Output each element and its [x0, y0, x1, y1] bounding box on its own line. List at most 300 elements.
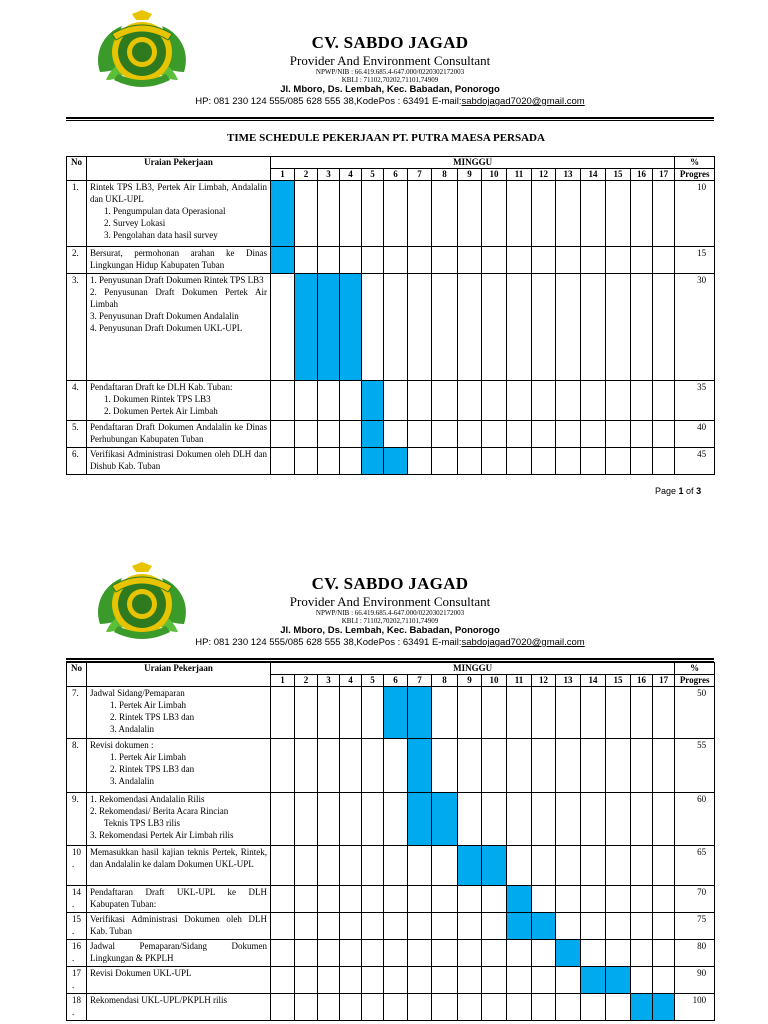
week-number-2: 2	[295, 169, 318, 181]
week-number-7: 7	[408, 675, 432, 687]
task-line: Bersurat, permohonan arahan ke Dinas Lingkungan Hidup Kabupaten Tuban	[90, 248, 267, 270]
week-cell-5	[362, 886, 384, 913]
task-line: Teknis TPS LB3 rilis	[104, 818, 180, 828]
week-cell-12	[532, 886, 556, 913]
week-cell-6	[384, 181, 408, 247]
table-row	[67, 886, 715, 913]
task-line: 2. Rintek TPS LB3 dan	[110, 764, 195, 774]
week-cell-10	[482, 793, 507, 846]
row-number: 14 .	[67, 886, 87, 913]
week-cell-11	[507, 181, 532, 247]
header-rule	[66, 117, 714, 121]
week-cell-5	[362, 846, 384, 886]
week-cell-1	[271, 739, 295, 793]
week-cell-3	[318, 886, 340, 913]
week-cell-9	[458, 448, 482, 475]
task-description	[87, 886, 271, 913]
week-cell-9	[458, 994, 482, 1021]
task-line: 1. Pengumpulan data Operasional	[104, 206, 226, 216]
week-cell-4	[340, 687, 362, 739]
week-number-16: 16	[631, 675, 653, 687]
week-cell-4	[340, 739, 362, 793]
week-number-10: 10	[482, 169, 507, 181]
row-number: 17 .	[67, 967, 87, 994]
task-line: 1. Penyusunan Draft Dokumen Rintek TPS LB3	[90, 275, 264, 285]
task-line: 3. Pengolahan data hasil survey	[104, 230, 218, 240]
week-number-14: 14	[581, 169, 606, 181]
schedule-bar-week-5	[362, 381, 384, 421]
week-cell-10	[482, 421, 507, 448]
col-pct-header: %	[675, 157, 715, 169]
table-row	[67, 994, 715, 1021]
week-cell-2	[295, 913, 318, 940]
schedule-body-page-2	[67, 687, 715, 1021]
week-cell-16	[631, 421, 653, 448]
week-cell-10	[482, 886, 507, 913]
week-cell-4	[340, 913, 362, 940]
week-number-9: 9	[458, 675, 482, 687]
week-cell-10	[482, 940, 507, 967]
week-cell-16	[631, 448, 653, 475]
week-cell-15	[606, 739, 631, 793]
week-number-12: 12	[532, 675, 556, 687]
week-cell-10	[482, 994, 507, 1021]
email-link[interactable]: sabdojagad7020@gmail.com	[461, 96, 585, 107]
week-cell-16	[631, 886, 653, 913]
week-cell-14	[581, 793, 606, 846]
week-cell-15	[606, 181, 631, 247]
task-line: Verifikasi Administrasi Dokumen oleh DLH dan Dishub Kab. Tuban	[90, 449, 267, 471]
week-cell-7	[408, 448, 432, 475]
week-cell-14	[581, 913, 606, 940]
week-cell-2	[295, 421, 318, 448]
progress-percent: 15	[675, 247, 715, 274]
week-cell-15	[606, 886, 631, 913]
week-cell-17	[653, 421, 675, 448]
week-number-3: 3	[318, 169, 340, 181]
schedule-bar-week-17	[653, 994, 675, 1021]
col-task-header: Uraian Pekerjaan	[87, 157, 271, 181]
task-line: 1. Rekomendasi Andalalin Rilis	[90, 794, 205, 804]
task-description	[87, 247, 271, 274]
week-cell-1	[271, 687, 295, 739]
letterhead	[190, 33, 590, 108]
week-cell-13	[556, 687, 581, 739]
week-cell-13	[556, 994, 581, 1021]
week-cell-13	[556, 886, 581, 913]
schedule-bar-week-16	[631, 994, 653, 1021]
week-cell-9	[458, 967, 482, 994]
week-cell-12	[532, 967, 556, 994]
progress-percent: 75	[675, 913, 715, 940]
task-line: 2. Survey Lokasi	[104, 218, 166, 228]
week-cell-7	[408, 913, 432, 940]
week-cell-9	[458, 793, 482, 846]
company-name: CV. SABDO JAGAD	[311, 33, 469, 52]
schedule-bar-week-2	[295, 274, 318, 381]
week-cell-7	[408, 940, 432, 967]
week-cell-6	[384, 421, 408, 448]
week-cell-3	[318, 967, 340, 994]
week-cell-13	[556, 381, 581, 421]
week-cell-9	[458, 381, 482, 421]
week-cell-15	[606, 247, 631, 274]
week-cell-16	[631, 913, 653, 940]
week-cell-4	[340, 181, 362, 247]
col-pct-header: %	[675, 663, 715, 675]
week-cell-1	[271, 421, 295, 448]
week-cell-2	[295, 181, 318, 247]
schedule-bar-week-12	[532, 913, 556, 940]
schedule-bar-week-5	[362, 448, 384, 475]
week-cell-7	[408, 994, 432, 1021]
week-cell-10	[482, 247, 507, 274]
week-cell-1	[271, 448, 295, 475]
week-cell-3	[318, 687, 340, 739]
week-cell-13	[556, 967, 581, 994]
week-cell-16	[631, 793, 653, 846]
schedule-bar-week-3	[318, 274, 340, 381]
week-cell-12	[532, 793, 556, 846]
week-cell-5	[362, 247, 384, 274]
week-cell-14	[581, 181, 606, 247]
week-cell-17	[653, 247, 675, 274]
week-cell-14	[581, 274, 606, 381]
week-cell-13	[556, 846, 581, 886]
col-weeks-header: MINGGU	[271, 663, 675, 675]
week-cell-12	[532, 274, 556, 381]
page-footer	[655, 486, 701, 496]
schedule-bar-week-1	[271, 181, 295, 247]
week-cell-7	[408, 846, 432, 886]
row-number: 3.	[67, 274, 87, 381]
task-line: 4. Penyusunan Draft Dokumen UKL-UPL	[90, 323, 243, 333]
row-number: 16 .	[67, 940, 87, 967]
company-kbli: KBLI : 71102,70202,71101,74909	[341, 617, 439, 625]
progress-percent: 70	[675, 886, 715, 913]
task-description	[87, 913, 271, 940]
week-number-7: 7	[408, 169, 432, 181]
footer-page: 1	[678, 486, 684, 496]
task-line: 3. Andalalin	[110, 776, 154, 786]
week-cell-7	[408, 381, 432, 421]
table-row	[67, 793, 715, 846]
company-contact	[190, 637, 590, 649]
week-cell-11	[507, 274, 532, 381]
week-number-17: 17	[653, 169, 675, 181]
week-cell-15	[606, 274, 631, 381]
week-cell-2	[295, 247, 318, 274]
task-description	[87, 940, 271, 967]
week-cell-8	[432, 940, 458, 967]
schedule-bar-week-1	[271, 247, 295, 274]
task-description	[87, 994, 271, 1021]
table-row	[67, 739, 715, 793]
week-cell-17	[653, 886, 675, 913]
week-cell-8	[432, 994, 458, 1021]
week-cell-13	[556, 181, 581, 247]
week-cell-17	[653, 448, 675, 475]
week-cell-1	[271, 913, 295, 940]
progress-percent: 55	[675, 739, 715, 793]
table-row	[67, 846, 715, 886]
task-description	[87, 421, 271, 448]
progress-percent: 40	[675, 421, 715, 448]
progress-percent: 60	[675, 793, 715, 846]
progress-percent: 90	[675, 967, 715, 994]
week-cell-9	[458, 181, 482, 247]
week-number-8: 8	[432, 675, 458, 687]
week-cell-6	[384, 886, 408, 913]
week-number-4: 4	[340, 675, 362, 687]
week-cell-2	[295, 967, 318, 994]
week-cell-1	[271, 967, 295, 994]
progress-percent: 50	[675, 687, 715, 739]
week-cell-2	[295, 687, 318, 739]
task-line: 2. Rintek TPS LB3 dan	[110, 712, 195, 722]
week-cell-8	[432, 967, 458, 994]
schedule-bar-week-7	[408, 793, 432, 846]
week-cell-9	[458, 687, 482, 739]
week-number-5: 5	[362, 675, 384, 687]
week-cell-11	[507, 381, 532, 421]
week-cell-4	[340, 381, 362, 421]
task-line: 2. Dokumen Pertek Air Limbah	[104, 406, 218, 416]
week-cell-8	[432, 739, 458, 793]
week-number-14: 14	[581, 675, 606, 687]
week-cell-17	[653, 793, 675, 846]
week-cell-11	[507, 846, 532, 886]
progress-percent: 30	[675, 274, 715, 381]
week-cell-17	[653, 181, 675, 247]
week-cell-3	[318, 381, 340, 421]
week-cell-8	[432, 247, 458, 274]
week-number-6: 6	[384, 169, 408, 181]
week-cell-3	[318, 181, 340, 247]
week-cell-14	[581, 687, 606, 739]
week-cell-12	[532, 994, 556, 1021]
progress-percent: 35	[675, 381, 715, 421]
task-line: 2. Penyusunan Draft Dokumen Pertek Air Limbah	[90, 287, 267, 309]
col-pct-header-2: Progres	[675, 169, 715, 181]
week-cell-14	[581, 448, 606, 475]
schedule-bar-week-7	[408, 739, 432, 793]
col-no-header: No	[67, 663, 87, 687]
week-cell-14	[581, 247, 606, 274]
week-cell-8	[432, 846, 458, 886]
week-cell-14	[581, 994, 606, 1021]
week-cell-15	[606, 448, 631, 475]
week-cell-11	[507, 967, 532, 994]
task-line: Pendaftaran Draft Dokumen Andalalin ke Dinas Perhubungan Kabupaten Tuban	[90, 422, 267, 444]
week-cell-11	[507, 687, 532, 739]
task-line: Memasukkan hasil kajian teknis Pertek, Rintek, dan Andalalin ke dalam Dokumen UKL-UPL	[90, 847, 267, 869]
week-number-3: 3	[318, 675, 340, 687]
week-cell-9	[458, 940, 482, 967]
week-cell-6	[384, 381, 408, 421]
week-cell-8	[432, 687, 458, 739]
row-number: 7.	[67, 687, 87, 739]
task-description	[87, 381, 271, 421]
week-cell-5	[362, 940, 384, 967]
task-description	[87, 739, 271, 793]
week-cell-13	[556, 793, 581, 846]
schedule-bar-week-13	[556, 940, 581, 967]
schedule-bar-week-6	[384, 448, 408, 475]
week-cell-15	[606, 381, 631, 421]
col-weeks-header: MINGGU	[271, 157, 675, 169]
week-cell-6	[384, 274, 408, 381]
week-cell-10	[482, 381, 507, 421]
week-cell-17	[653, 739, 675, 793]
table-row	[67, 967, 715, 994]
week-cell-15	[606, 687, 631, 739]
schedule-bar-week-10	[482, 846, 507, 886]
row-number: 5.	[67, 421, 87, 448]
week-cell-15	[606, 421, 631, 448]
week-cell-2	[295, 739, 318, 793]
week-number-9: 9	[458, 169, 482, 181]
week-cell-8	[432, 448, 458, 475]
week-cell-14	[581, 886, 606, 913]
week-cell-1	[271, 886, 295, 913]
task-line: Pendaftaran Draft ke DLH Kab. Tuban:	[90, 382, 233, 392]
week-cell-9	[458, 913, 482, 940]
task-description	[87, 846, 271, 886]
company-kbli: KBLI : 71102,70202,71101,74909	[341, 76, 439, 84]
week-cell-4	[340, 846, 362, 886]
week-cell-2	[295, 940, 318, 967]
week-cell-5	[362, 181, 384, 247]
week-cell-17	[653, 274, 675, 381]
schedule-bar-week-8	[432, 793, 458, 846]
week-cell-5	[362, 739, 384, 793]
week-cell-8	[432, 381, 458, 421]
col-no-header: No	[67, 157, 87, 181]
row-number: 8.	[67, 739, 87, 793]
week-cell-16	[631, 687, 653, 739]
week-cell-5	[362, 967, 384, 994]
week-cell-5	[362, 274, 384, 381]
week-number-4: 4	[340, 169, 362, 181]
week-cell-1	[271, 381, 295, 421]
company-tagline: Provider And Environment Consultant	[289, 594, 491, 609]
week-cell-11	[507, 940, 532, 967]
week-cell-17	[653, 687, 675, 739]
row-number: 4.	[67, 381, 87, 421]
week-cell-9	[458, 886, 482, 913]
week-cell-6	[384, 940, 408, 967]
task-description	[87, 967, 271, 994]
week-cell-6	[384, 247, 408, 274]
week-cell-16	[631, 381, 653, 421]
row-number: 18 .	[67, 994, 87, 1021]
week-cell-13	[556, 247, 581, 274]
company-address: Jl. Mboro, Ds. Lembah, Kec. Babadan, Ponorogo	[280, 625, 500, 636]
week-cell-4	[340, 967, 362, 994]
week-cell-11	[507, 793, 532, 846]
week-number-15: 15	[606, 675, 631, 687]
week-cell-3	[318, 739, 340, 793]
progress-percent: 80	[675, 940, 715, 967]
week-cell-11	[507, 247, 532, 274]
task-description	[87, 181, 271, 247]
week-cell-16	[631, 181, 653, 247]
week-cell-12	[532, 687, 556, 739]
week-cell-7	[408, 247, 432, 274]
week-number-8: 8	[432, 169, 458, 181]
week-cell-16	[631, 247, 653, 274]
task-line: Jadwal Sidang/Pemaparan	[90, 688, 185, 698]
row-number: 2.	[67, 247, 87, 274]
week-cell-11	[507, 994, 532, 1021]
company-tagline: Provider And Environment Consultant	[289, 53, 491, 68]
week-cell-2	[295, 381, 318, 421]
week-cell-14	[581, 421, 606, 448]
schedule-bar-week-11	[507, 913, 532, 940]
week-cell-3	[318, 994, 340, 1021]
week-cell-3	[318, 247, 340, 274]
week-cell-10	[482, 687, 507, 739]
week-cell-2	[295, 793, 318, 846]
week-number-11: 11	[507, 675, 532, 687]
week-number-12: 12	[532, 169, 556, 181]
week-number-1: 1	[271, 675, 295, 687]
week-cell-9	[458, 247, 482, 274]
week-number-6: 6	[384, 675, 408, 687]
week-cell-12	[532, 181, 556, 247]
week-number-17: 17	[653, 675, 675, 687]
task-line: 1. Dokumen Rintek TPS LB3	[104, 394, 211, 404]
week-cell-16	[631, 967, 653, 994]
schedule-bar-week-5	[362, 421, 384, 448]
progress-percent: 65	[675, 846, 715, 886]
row-number: 1.	[67, 181, 87, 247]
schedule-bar-week-14	[581, 967, 606, 994]
task-description	[87, 793, 271, 846]
week-number-13: 13	[556, 169, 581, 181]
week-cell-12	[532, 940, 556, 967]
week-cell-3	[318, 793, 340, 846]
week-cell-3	[318, 448, 340, 475]
week-cell-10	[482, 448, 507, 475]
week-cell-17	[653, 381, 675, 421]
week-cell-6	[384, 967, 408, 994]
week-cell-4	[340, 448, 362, 475]
schedule-bar-week-6	[384, 687, 408, 739]
week-number-2: 2	[295, 675, 318, 687]
company-npwp: NPWP/NIB : 66.419.685.4-647.000/0220302172003	[315, 68, 465, 76]
week-cell-1	[271, 793, 295, 846]
week-cell-9	[458, 274, 482, 381]
contact-text: HP: 081 230 124 555/085 628 555 38,KodePos : 63491 E-mail:	[195, 96, 462, 107]
week-cell-12	[532, 448, 556, 475]
week-cell-13	[556, 274, 581, 381]
email-link[interactable]: sabdojagad7020@gmail.com	[461, 637, 585, 648]
contact-text: HP: 081 230 124 555/085 628 555 38,KodePos : 63491 E-mail:	[195, 637, 462, 648]
week-cell-7	[408, 274, 432, 381]
schedule-table-page-1	[66, 156, 715, 475]
week-number-1: 1	[271, 169, 295, 181]
schedule-bar-week-11	[507, 886, 532, 913]
week-cell-6	[384, 994, 408, 1021]
company-npwp: NPWP/NIB : 66.419.685.4-647.000/0220302172003	[315, 609, 465, 617]
week-cell-7	[408, 886, 432, 913]
week-cell-7	[408, 421, 432, 448]
week-cell-10	[482, 739, 507, 793]
week-cell-6	[384, 739, 408, 793]
progress-percent: 10	[675, 181, 715, 247]
